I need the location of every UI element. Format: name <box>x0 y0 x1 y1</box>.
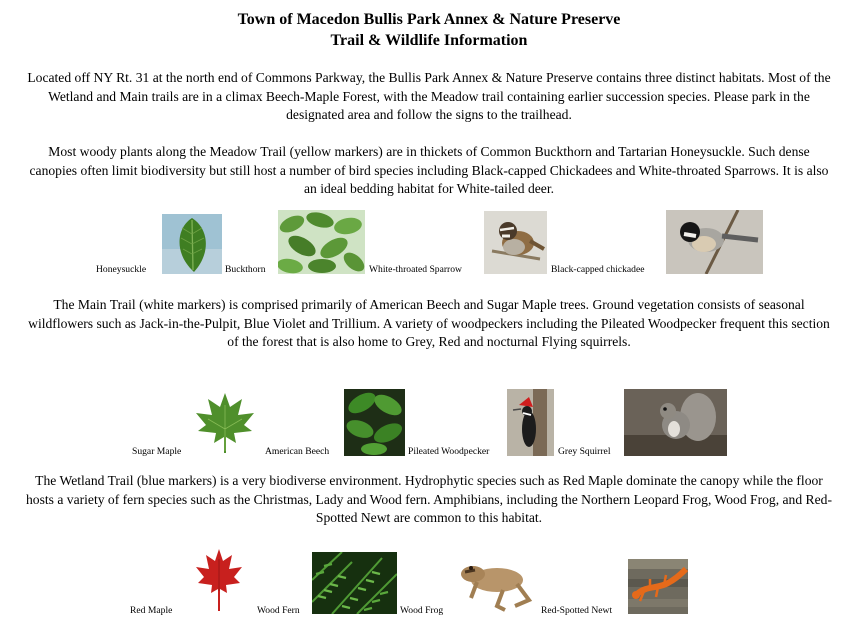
white-throated-sparrow-caption: White-throated Sparrow <box>369 264 462 275</box>
red-maple-photo <box>192 545 246 614</box>
american-beech-caption: American Beech <box>265 446 330 457</box>
wood-fern-photo <box>312 552 397 614</box>
honeysuckle-photo <box>162 214 222 274</box>
intro-paragraph: Located off NY Rt. 31 at the north end of Commons Parkway, the Bullis Park Annex & Nature Preserve contains three distinct habitats. Most of the Wetland and Main trails are in a climax Beech-Maple Forest, with the Meadow trail containing earlier succession species. Please park in the designated area and follow the signs to the trailhead. <box>27 70 831 123</box>
wood-frog-photo <box>457 550 535 614</box>
red-spotted-newt-caption: Red-Spotted Newt <box>541 605 613 616</box>
meadow-trail-paragraph: Most woody plants along the Meadow Trail (yellow markers) are in thickets of Common Buckthorn and Tartarian Honeysuckle. Such dense canopies often limit biodiversity but still host a number of bird species including Black-capped Chickadees and White-throated Sparrows. It is also an ideal bedding habitat for White-tailed deer. <box>29 144 829 197</box>
grey-squirrel-caption: Grey Squirrel <box>558 446 611 457</box>
black-capped-chickadee-photo <box>666 210 763 274</box>
wetland-trail-paragraph: The Wetland Trail (blue markers) is a very biodiverse environment. Hydrophytic species such as Red Maple dominate the canopy while the floor hosts a variety of fern species such as the Christmas, Lady and Wood fern. Amphibians, including the Northern Leopard Frog, Wood Frog, and Red-Spotted Newt are common to this habitat. <box>26 473 832 526</box>
page-title-line-2: Trail & Wildlife Information <box>330 32 528 49</box>
grey-squirrel-photo <box>624 389 727 456</box>
american-beech-photo <box>344 389 405 456</box>
buckthorn-caption: Buckthorn <box>225 264 266 275</box>
white-throated-sparrow-photo <box>484 211 547 274</box>
pileated-woodpecker-caption: Pileated Woodpecker <box>408 446 490 457</box>
wood-fern-caption: Wood Fern <box>257 605 300 616</box>
sugar-maple-caption: Sugar Maple <box>132 446 182 457</box>
main-trail-paragraph: The Main Trail (white markers) is comprised primarily of American Beech and Sugar Maple trees. Ground vegetation consists of seasonal wildflowers such as Jack-in-the-Pulpit, Blue Violet and Trillium. A variety of woodpeckers including the Pileated Woodpecker frequent this section of the forest that is also home to Grey, Red and nocturnal Flying squirrels. <box>28 297 830 350</box>
pileated-woodpecker-photo <box>507 389 554 456</box>
red-maple-caption: Red Maple <box>130 605 173 616</box>
red-spotted-newt-photo <box>628 559 688 614</box>
wood-frog-caption: Wood Frog <box>400 605 444 616</box>
buckthorn-photo <box>278 210 365 274</box>
honeysuckle-caption: Honeysuckle <box>96 264 147 275</box>
sugar-maple-photo <box>190 389 260 456</box>
page-title-line-1: Town of Macedon Bullis Park Annex & Nature Preserve <box>237 11 621 28</box>
black-capped-chickadee-caption: Black-capped chickadee <box>551 264 645 275</box>
